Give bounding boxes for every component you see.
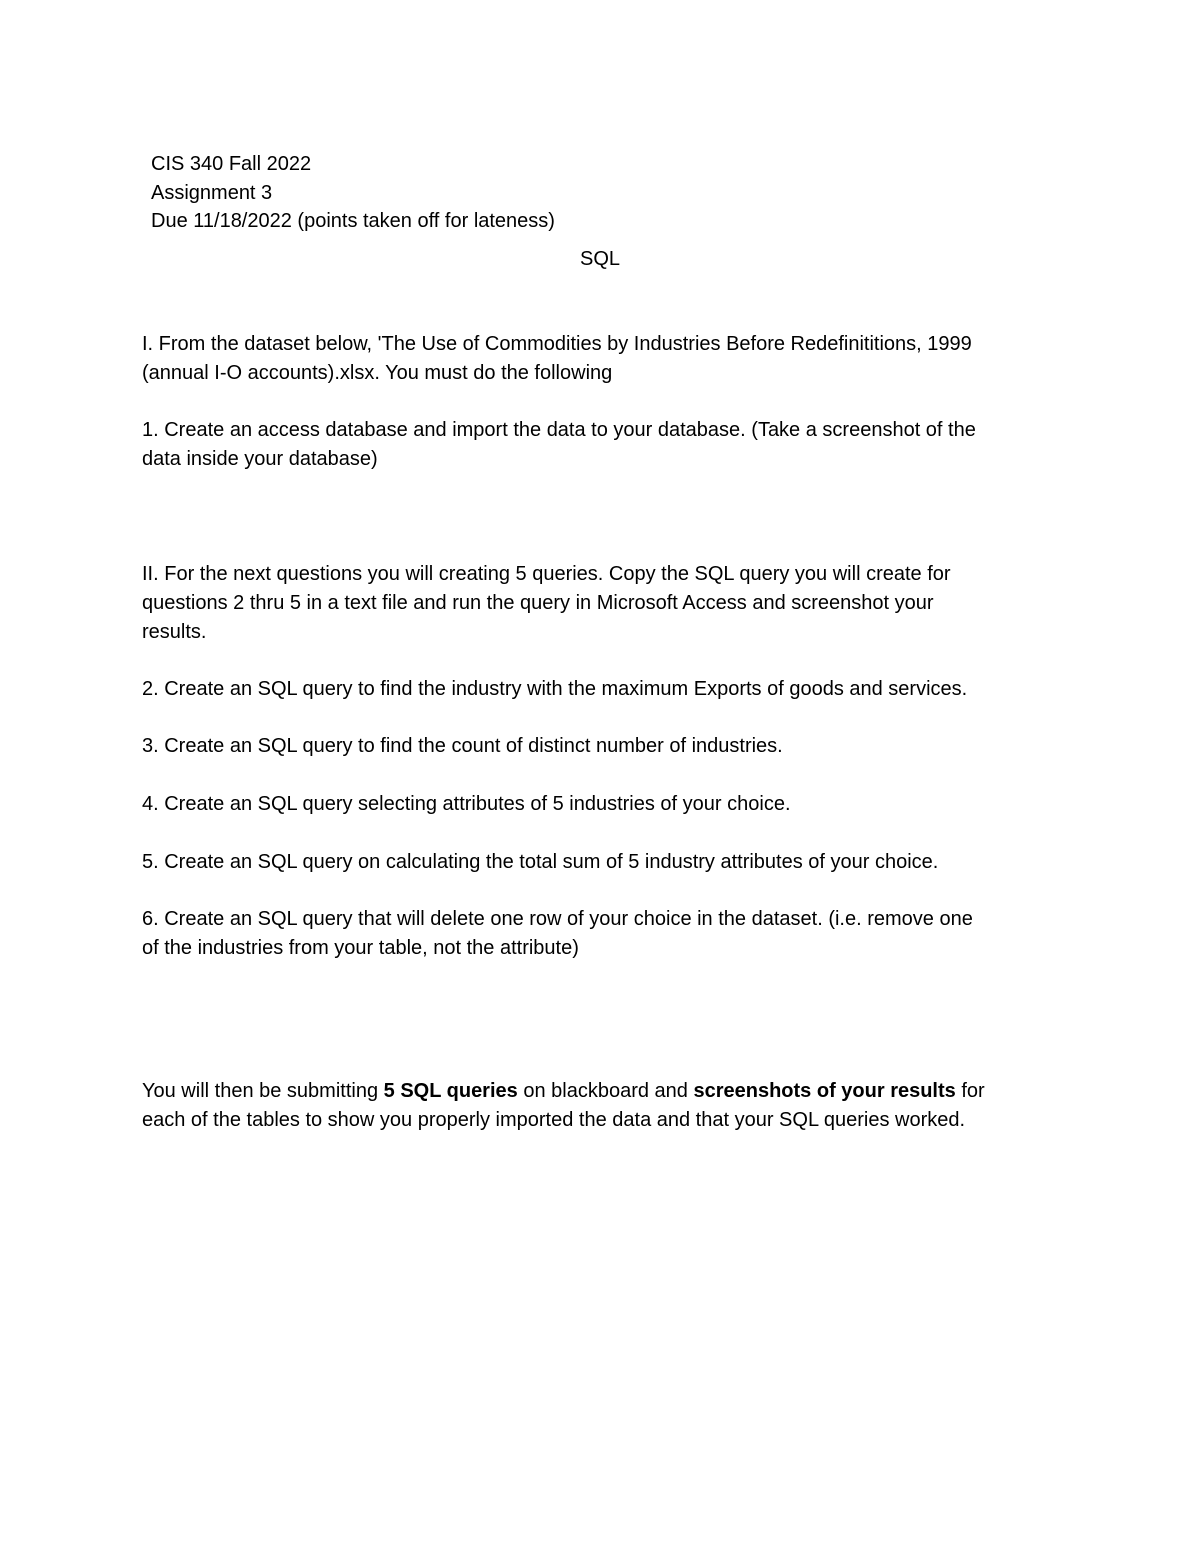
question-5: 5. Create an SQL query on calculating the total sum of 5 industry attributes of your choice.: [142, 851, 939, 873]
question-1-line2: data inside your database): [142, 448, 378, 470]
submission-line1: [142, 1077, 985, 1105]
question-3: 3. Create an SQL query to find the count of distinct number of industries.: [142, 735, 783, 757]
part1-intro-line1: I. From the dataset below, 'The Use of Commodities by Industries Before Redefinititions, 1999: [142, 333, 972, 355]
question-6-line1: 6. Create an SQL query that will delete one row of your choice in the dataset. (i.e. remove one: [142, 908, 973, 930]
part2-intro-line1: II. For the next questions you will creating 5 queries. Copy the SQL query you will create for: [142, 563, 951, 585]
submission-bold-queries: 5 SQL queries: [383, 1080, 518, 1102]
question-2: 2. Create an SQL query to find the industry with the maximum Exports of goods and services.: [142, 678, 968, 700]
part2-intro-line2: questions 2 thru 5 in a text file and run the query in Microsoft Access and screenshot your: [142, 592, 934, 614]
course-title: CIS 340 Fall 2022: [151, 153, 312, 175]
submission-line2: each of the tables to show you properly imported the data and that your SQL queries worked.: [142, 1109, 966, 1131]
question-1-line1: 1. Create an access database and import the data to your database. (Take a screenshot of the: [142, 419, 976, 441]
document-title: SQL: [579, 248, 621, 270]
question-4: 4. Create an SQL query selecting attributes of 5 industries of your choice.: [142, 793, 791, 815]
part1-intro-line2: (annual I-O accounts).xlsx. You must do the following: [142, 362, 613, 384]
part2-intro-line3: results.: [142, 621, 207, 643]
assignment-number: Assignment 3: [151, 182, 273, 204]
question-6-line2: of the industries from your table, not the attribute): [142, 937, 579, 959]
submission-bold-screenshots: screenshots of your results: [693, 1080, 956, 1102]
submission-text-b: on blackboard and: [517, 1080, 694, 1102]
submission-text-a: You will then be submitting: [142, 1080, 384, 1102]
due-date: Due 11/18/2022 (points taken off for lateness): [151, 210, 555, 232]
submission-text-c: for: [955, 1080, 985, 1102]
